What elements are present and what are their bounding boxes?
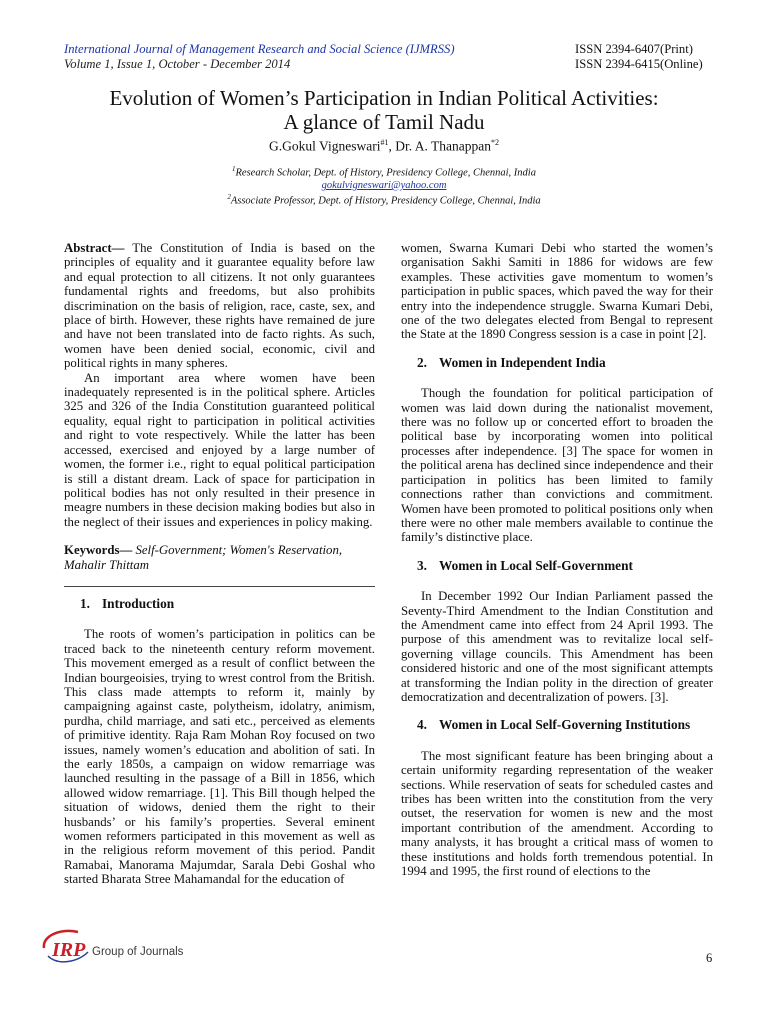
affiliation-2-text: Associate Professor, Dept. of History, Presidency College, Chennai, India (230, 195, 541, 207)
right-column (401, 241, 713, 878)
logo-letters: IRP (52, 939, 86, 961)
section-number: 1. (80, 595, 90, 611)
issn-online: ISSN 2394-6415(Online) (575, 57, 703, 71)
affiliation-2-mark: 2 (227, 193, 231, 201)
section-number: 2. (417, 354, 427, 370)
author-2: Dr. A. Thanappan (395, 138, 491, 154)
abstract-text: The Constitution of India is based on the principles of equality and it guarantee equality before law and equal protection to all citizens. It not only guarantees fundamental rights and freedoms, but also prohibits discrimination on the basis of religion, race, caste, sex, and place of birth. However, these rights have remained de jure and have not been translated into de facto rights. As such, women have been denied social, economic, civil and political rights in many spheres. (64, 241, 375, 371)
abstract-paragraph (64, 241, 375, 371)
paper-title-line2: A glance of Tamil Nadu (283, 110, 485, 134)
author-2-mark: *2 (490, 138, 499, 147)
introduction-paragraph: The roots of women’s participation in politics can be traced back to the nineteenth century reform movement. This movement emerged as a result of conflict between the Indian bourgeoisies, trying to wrest control from the British. This class made attempts to reform it, mainly by campaigning against caste, polytheism, idolatry, animism, purdha, child marriage, and sati etc., perceived as elements of primitive identity. Raja Ram Mohan Roy focused on two issues, namely women’s education and abolition of sati. In the early 1850s, a campaign on widow remarriage was launched resulting in the passage of a Bill in 1856, which allowed widow remarriage. [1]. This Bill though helped the situation of widows, denied them the right to their husbands’ or his family’s properties. Several eminent women reformers participated in this movement as well as in the religious reform movement of this period. Pandit Ramabai, Manorama Majumdar, Sarala Debi Goshal who started Bharata Stree Mahamandal for the education of (64, 627, 375, 887)
local-institutions-paragraph: The most significant feature has been bringing about a certain uniformity regarding representation of the weaker sections. While reservation of seats for scheduled castes and tribes has been written into the constitution from the very outset, the reservation for women is new and the most important contribution of the amendment. According to many analysts, it has brought a critical mass of women to these institutions and holds forth tremendous potential. In 1994 and 1995, the first round of elections to the (401, 748, 713, 879)
section-title: Women in Local Self-Government (439, 557, 633, 573)
affiliation-1-text: Research Scholar, Dept. of History, Presidency College, Chennai, India (235, 167, 536, 179)
page-number: 6 (706, 951, 713, 965)
affiliation-2 (0, 193, 768, 207)
journal-name: International Journal of Management Research and Social Science (IJMRSS) (64, 42, 455, 56)
independent-india-paragraph: Though the foundation for political participation of women was laid down during the nationalist movement, there was no follow up or concerted effort to broaden the political base by incorporating women into political processes after independence. [3] The space for women in the political arena has declined since independence and their participation in politics has been limited to family connections rather than convictions and commitment. Women have been promoted to political positions only when there were no other male members available to continue the family’s distinctive place. (401, 386, 713, 545)
section-heading-introduction (64, 597, 375, 611)
section-number: 3. (417, 557, 427, 573)
author-1-mark: #1 (380, 138, 389, 147)
issn-print: ISSN 2394-6407(Print) (575, 42, 693, 56)
abstract-paragraph-2: An important area where women have been inadequately represented is in the political sphere. Articles 325 and 326 of the India Constitution guaranteed political equality, equal right to participation in political activities and right to vote respectively. While the latter has been accessed, exercised and enjoyed by a large number of women, the former i.e., right to equal political participation is still a distant dream. Lack of space for participation in political bodies has not only resulted in their presence in meagre numbers in these decision making bodies but also in the neglect of their issues and experiences in policy making. (64, 370, 375, 529)
publisher-name: Group of Journals (92, 946, 184, 958)
paper-title (0, 86, 768, 134)
paper-title-line1: Evolution of Women’s Participation in Indian Political Activities: (109, 86, 659, 110)
journal-header (64, 42, 455, 72)
local-self-government-paragraph: In December 1992 Our Indian Parliament passed the Seventy-Third Amendment to the Indian Constitution and the Amendment came into effect from 24 April 1993. The purpose of this amendment was to revitalize local self-governing village councils. This Amendment has been considered historic and one of the most significant attempts at transforming the Indian polity in the direction of greater democratization and decentralization of powers. [3]. (401, 589, 713, 704)
author-email-line (0, 180, 768, 191)
affiliation-1-mark: 1 (232, 165, 236, 173)
section-title: Women in Independent India (439, 354, 606, 370)
section-heading-independent-india (401, 356, 713, 370)
affiliation-1 (0, 165, 768, 179)
section-heading-local-self-government (401, 559, 713, 573)
author-email-link[interactable]: gokulvigneswari@yahoo.com (321, 180, 447, 191)
continued-paragraph: women, Swarna Kumari Debi who started the women’s organisation Sakhi Samiti in 1886 for widows are few examples. These activities gave momentum to women’s participation in public spaces, which paved the way for their entry into the independence struggle. Swarna Kumari Debi, one of the two delegates elected from Bengal to represent the State at the 1890 Congress session is a case in point [2]. (401, 241, 713, 342)
author-separator: , (388, 138, 396, 154)
author-1: G.Gokul Vigneswari (269, 138, 381, 154)
issn-block (575, 42, 703, 72)
keywords-label: Keywords— (64, 543, 133, 558)
abstract-label: Abstract— (64, 241, 125, 255)
section-number: 4. (417, 717, 427, 733)
section-title: Women in Local Self-Governing Institutions (439, 717, 691, 733)
section-title: Introduction (102, 595, 175, 611)
journal-volume: Volume 1, Issue 1, October - December 2014 (64, 57, 291, 71)
keywords-paragraph (64, 543, 375, 572)
section-divider (64, 586, 375, 587)
left-column (64, 241, 375, 887)
section-heading-local-self-governing-institutions (401, 718, 713, 732)
keywords-text: Self-Government; Women's Reservation, Mahalir Thittam (64, 543, 343, 572)
author-list (0, 138, 768, 155)
